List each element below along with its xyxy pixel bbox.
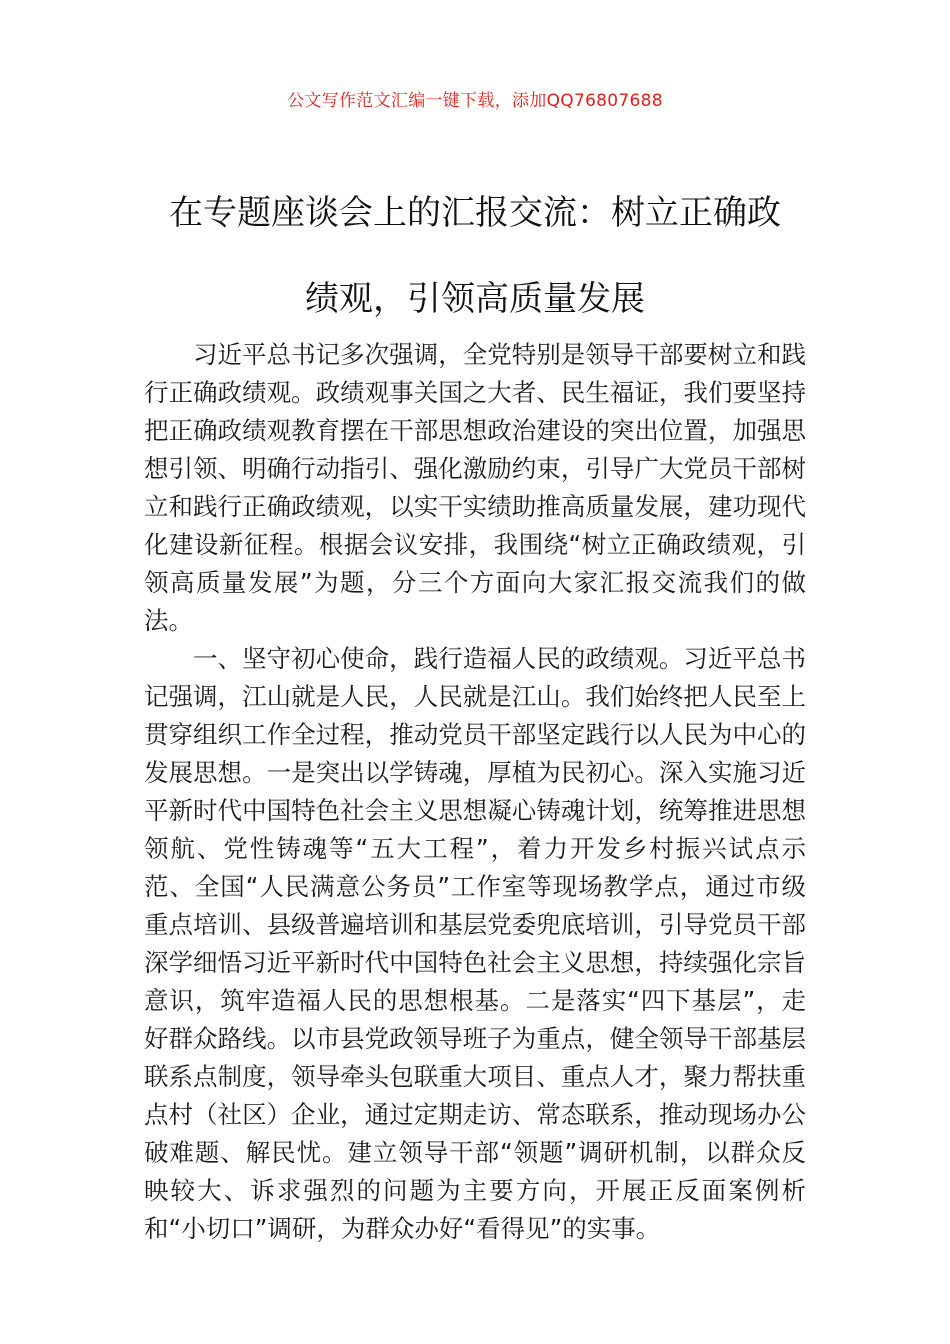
paragraph-section-1: 一、坚守初心使命，践行造福人民的政绩观。习近平总书记强调，江山就是人民，人民就是江山。我们始终把人民至上贯穿组织工作全过程，推动党员干部坚定践行以人民为中心的发展思想。一是突出以学铸魂，厚植为民初心。深入实施习近平新时代中国特色社会主义思想凝心铸魂计划，统筹推进思想领航、党性铸魂等“五大工程”，着力开发乡村振兴试点示范、全国“人民满意公务员”工作室等现场教学点，通过市级重点培训、县级普遍培训和基层党委兜底培训，引导党员干部深学细悟习近平新时代中国特色社会主义思想，持续强化宗旨意识，筑牢造福人民的思想根基。二是落实“四下基层”，走好群众路线。以市县党政领导班子为重点，健全领导干部基层联系点制度，领导牵头包联重大项目、重点人才，聚力帮扶重点村（社区）企业，通过定期走访、常态联系，推动现场办公破难题、解民忧。建立领导干部“领题”调研机制，以群众反映较大、诉求强烈的问题为主要方向，开展正反面案例析和“小切口”调研，为群众办好“看得见”的实事。	[144, 644, 806, 1243]
paragraph-intro: 习近平总书记多次强调，全党特别是领导干部要树立和践行正确政绩观。政绩观事关国之大者、民生福证，我们要坚持把正确政绩观教育摆在干部思想政治建设的突出位置，加强思想引领、明确行动指引、强化激励约束，引导广大党员干部树立和践行正确政绩观，以实干实绩助推高质量发展，建功现代化建设新征程。根据会议安排，我围绕“树立正确政绩观，引领高质量发展”为题，分三个方面向大家汇报交流我们的做法。	[144, 340, 806, 635]
title-line-2: 绩观，引领高质量发展	[305, 279, 645, 319]
document-title	[130, 170, 820, 342]
download-banner: 公文写作范文汇编一键下载，添加QQ76807688	[287, 91, 663, 111]
document-body	[144, 336, 806, 1248]
title-line-1: 在专题座谈会上的汇报交流：树立正确政	[169, 193, 781, 233]
